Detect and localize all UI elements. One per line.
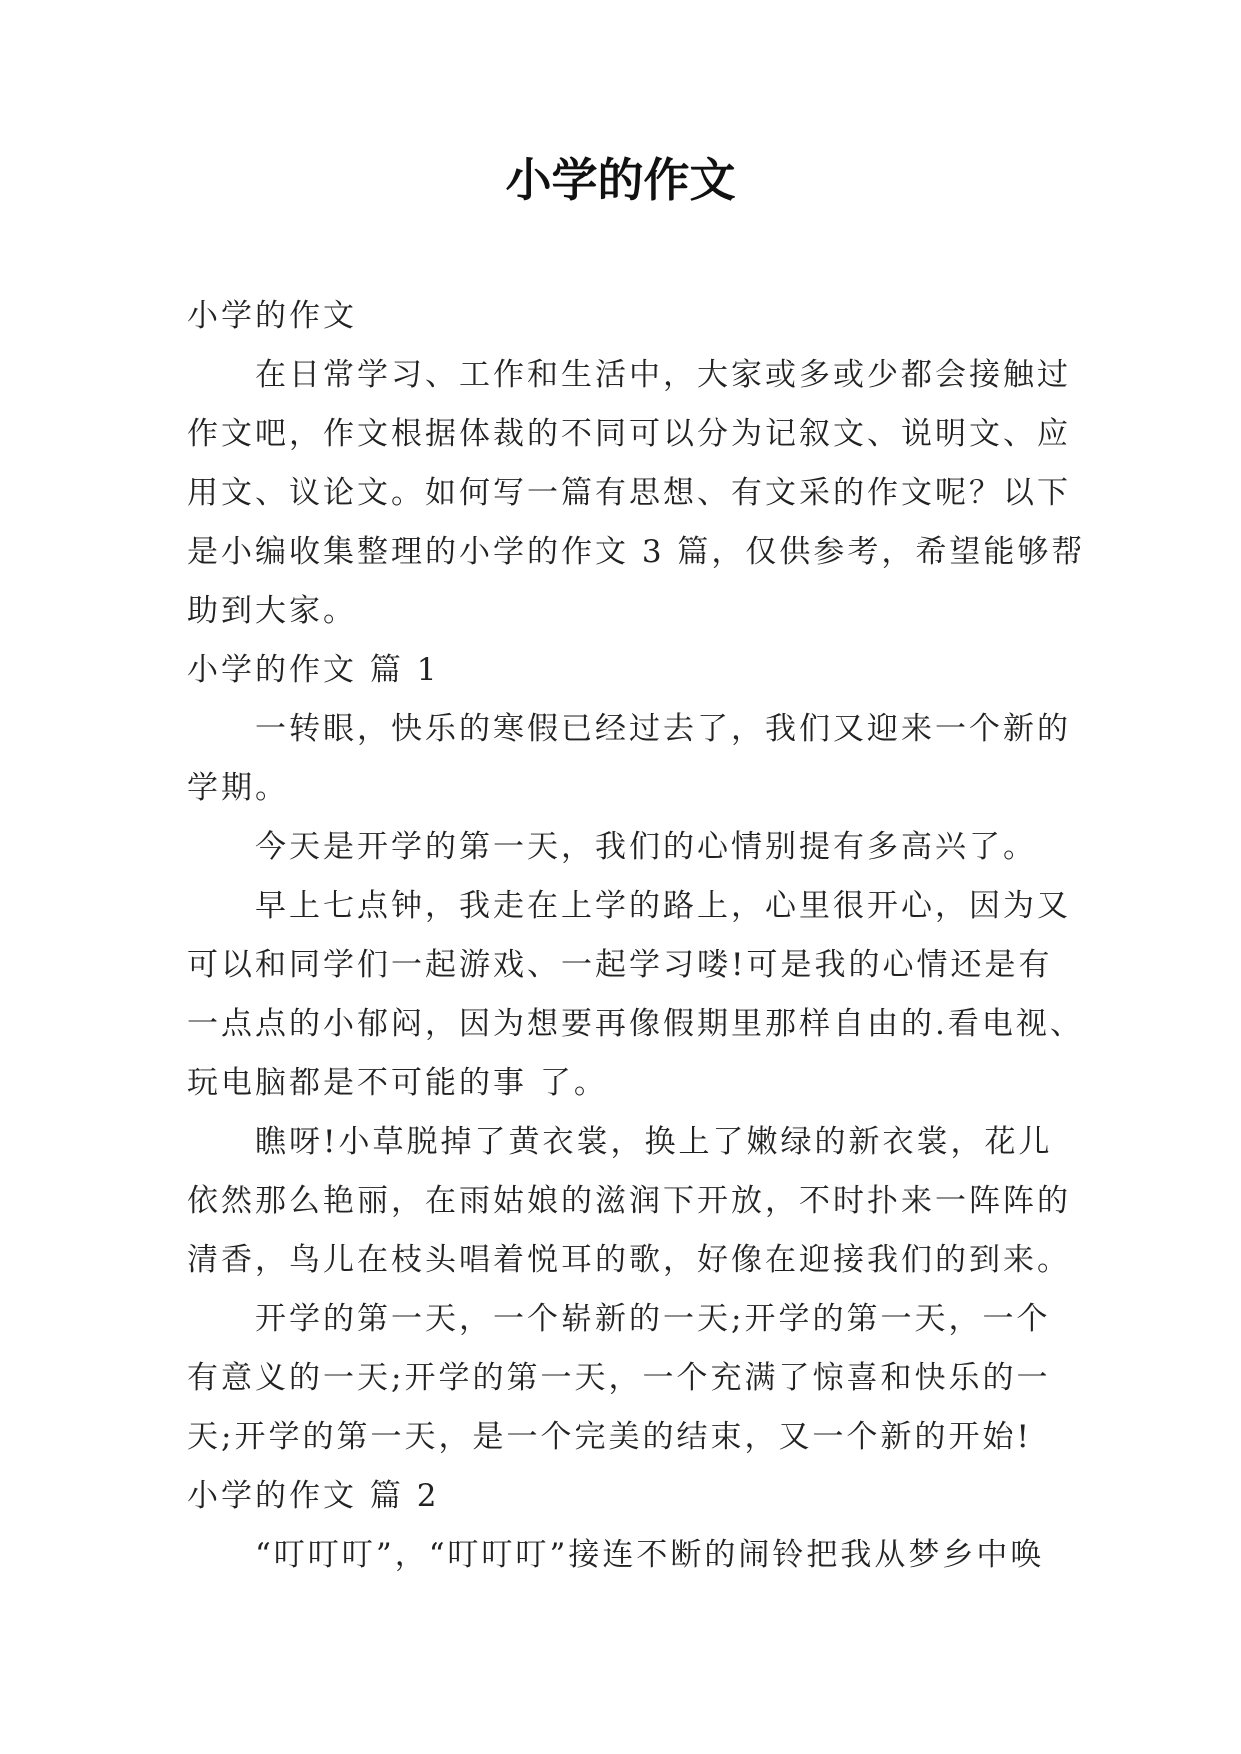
- section-heading: 小学的作文 篇 2: [187, 1478, 440, 1514]
- text-line: 瞧呀!小草脱掉了黄衣裳，换上了嫩绿的新衣裳，花儿: [255, 1124, 1053, 1160]
- text-line: 用文、议论文。如何写一篇有思想、有文采的作文呢？以下: [187, 475, 1071, 511]
- text-line: 是小编收集整理的小学的作文 3 篇，仅供参考，希望能够帮: [187, 534, 1086, 570]
- document-body: [187, 287, 1086, 1585]
- text-line: 清香，鸟儿在枝头唱着悦耳的歌，好像在迎接我们的到来。: [187, 1242, 1071, 1278]
- text-line: 天;开学的第一天，是一个完美的结束，又一个新的开始!: [187, 1419, 1032, 1455]
- text-line: 在日常学习、工作和生活中，大家或多或少都会接触过: [255, 357, 1071, 393]
- text-line: 一转眼，快乐的寒假已经过去了，我们又迎来一个新的: [255, 711, 1071, 747]
- text-line: “叮叮叮”，“叮叮叮”接连不断的闹铃把我从梦乡中唤: [255, 1537, 1045, 1573]
- text-line: 一点点的小郁闷，因为想要再像假期里那样自由的.看电视、: [187, 1006, 1084, 1042]
- text-line: 助到大家。: [187, 593, 357, 629]
- text-line: 今天是开学的第一天，我们的心情别提有多高兴了。: [255, 829, 1037, 865]
- text-line: 小学的作文: [187, 298, 357, 334]
- text-line: 依然那么艳丽，在雨姑娘的滋润下开放，不时扑来一阵阵的: [187, 1183, 1071, 1219]
- text-line: 玩电脑都是不可能的事 了。: [187, 1065, 608, 1101]
- text-line: 作文吧，作文根据体裁的不同可以分为记叙文、说明文、应: [187, 416, 1071, 452]
- section-heading: 小学的作文 篇 1: [187, 652, 440, 688]
- text-line: 有意义的一天;开学的第一天，一个充满了惊喜和快乐的一: [187, 1360, 1051, 1396]
- text-line: 早上七点钟，我走在上学的路上，心里很开心，因为又: [255, 888, 1071, 924]
- text-line: 学期。: [187, 770, 289, 806]
- text-line: 可以和同学们一起游戏、一起学习喽!可是我的心情还是有: [187, 947, 1053, 983]
- document-title: 小学的作文: [505, 153, 736, 207]
- text-line: 开学的第一天，一个崭新的一天;开学的第一天，一个: [255, 1301, 1051, 1337]
